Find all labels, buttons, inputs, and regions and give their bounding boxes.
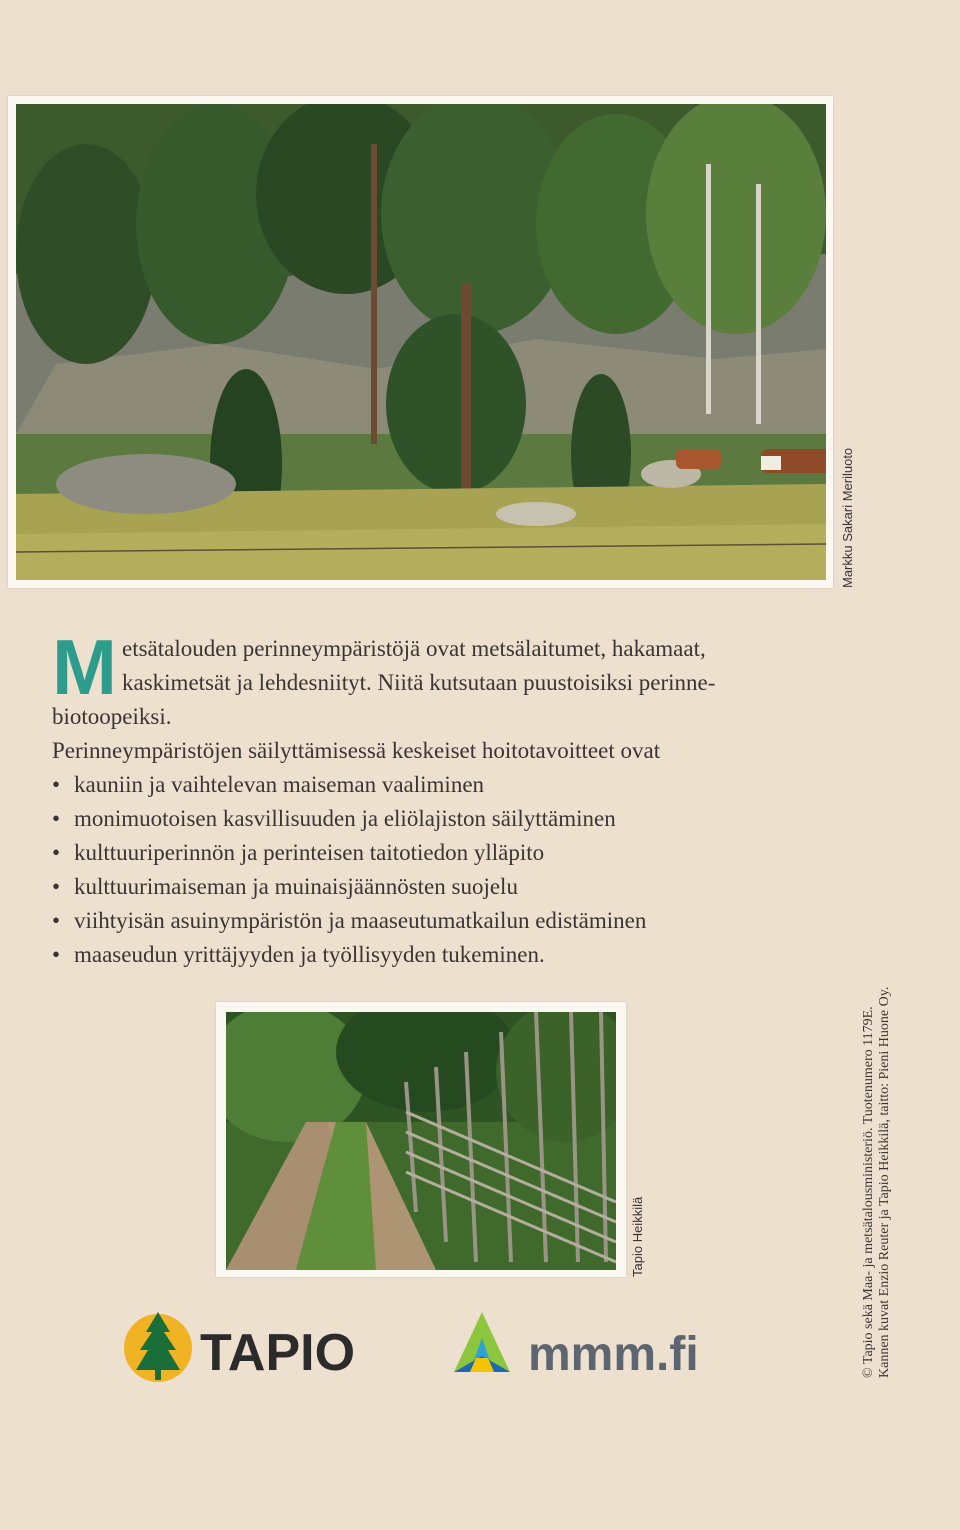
intro-line-3: biotoopeiksi. [52,704,172,729]
goal-item: • kulttuurimaiseman ja muinaisjäännösten suojelu [52,870,797,904]
intro-line-2: kaskimetsät ja lehdesniityt. Niitä kutsutaan puustoisiksi perinne- [122,670,716,695]
drop-cap: M [52,623,117,711]
goals-list [52,768,797,972]
intro-paragraph [52,623,797,711]
goals-heading: Perinneympäristöjen säilyttämisessä keskeiset hoitotavoitteet ovat [52,738,661,763]
forest-pasture-photo [16,104,826,580]
goal-item: • viihtyisän asuinympäristön ja maaseutumatkailun edistäminen [52,904,797,938]
country-road-photo [226,1012,616,1270]
bottom-photo-frame [216,1002,626,1277]
mmm-wordmark: mmm.fi [528,1328,699,1381]
goal-item: • maaseudun yrittäjyyden ja työllisyyden tukeminen. [52,938,797,972]
goal-item: • kulttuuriperinnön ja perinteisen taitotiedon ylläpito [52,836,797,870]
main-text [52,623,797,972]
top-photo-frame [8,96,833,588]
intro-line-1: etsätalouden perinneympäristöjä ovat metsälaitumet, hakamaat, [122,636,706,661]
colophon-line-1: © Tapio sekä Maa- ja metsätalousministeriö. Tuotenumero 1179E. [861,1006,876,1378]
mmm-logo [448,1308,718,1384]
top-photo-credit: Markku Sakari Meriluoto [840,447,855,588]
colophon-line-2: Kannen kuvat Enzio Reuter ja Tapio Heikkilä, taitto: Pieni Huone Oy. [877,986,892,1378]
goal-item: • monimuotoisen kasvillisuuden ja eliölajiston säilyttäminen [52,802,797,836]
bottom-photo-credit: Tapio Heikkilä [630,1196,645,1277]
tapio-wordmark: TAPIO [200,1324,356,1382]
goal-item: • kauniin ja vaihtelevan maiseman vaaliminen [52,768,797,802]
tapio-logo [122,1308,387,1384]
